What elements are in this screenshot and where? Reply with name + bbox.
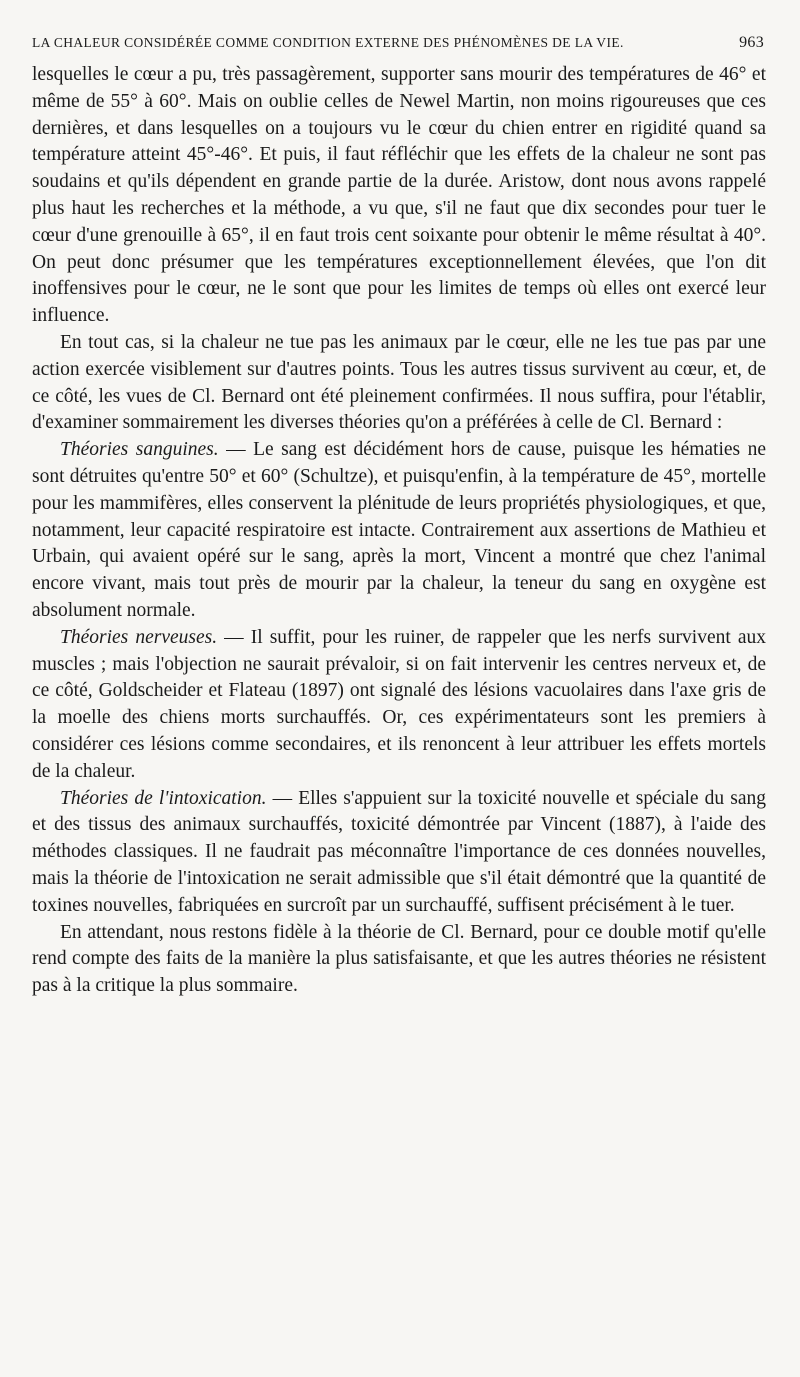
running-title: LA CHALEUR CONSIDÉRÉE COMME CONDITION EXTERNE DES PHÉNOMÈNES DE LA VIE. [32,35,624,50]
paragraph-conclusion [32,920,766,1000]
section-heading: Théories de l'intoxication. [60,787,267,809]
paragraph-text: — Le sang est décidément hors de cause, puisque les hématies ne sont détruites qu'entre 50° et 60° (Schultze), et puisqu'enfin, à la température de 45°, mortelle pour les mammifères, elles conservent la plénitude de leurs propriétés physiologiques, et que, notamment, leur capacité respiratoire est intacte. Contrairement aux assertions de Mathieu et Urbain, qui avaient opéré sur le sang, après la mort, Vincent a montré que chez l'animal encore vivant, mais tout près de mourir par la chaleur, la teneur du sang en oxygène est absolument normale. [32,439,767,621]
paragraph-text: — Elles s'appuient sur la toxicité nouvelle et spéciale du sang et des tissus des animaux surchauffés, toxicité démontrée par Vincent (1887), à l'aide des méthodes classiques. Il ne faudrait pas méconnaître l'importance de ces données nouvelles, mais la théorie de l'intoxication ne serait admissible que s'il était démontré que la quantité de toxines nouvelles, fabriquées en surcroît par un surchauffé, suffisent précisément à le tuer. [32,787,766,916]
paragraph-continuation [32,62,766,330]
paragraph-text: lesquelles le cœur a pu, très passagèrement, supporter sans mourir des températures de 46° et même de 55° à 60°. Mais on oublie celles de Newel Martin, non moins rigoureuses que ces dernières, et dans lesquelles on a toujours vu le cœur du chien entrer en rigidité quand sa température atteint 45°-46°. Et puis, il faut réfléchir que les effets de la chaleur ne sont pas soudains et qu'ils dépendent en grande partie de la durée. Aristow, dont nous avons rappelé plus haut les recherches et la méthode, a vu que, s'il ne faut que dix secondes pour tuer le cœur d'une grenouille à 65°, il en faut trois cent soixante pour obtenir le même résultat à 40°. On peut donc présumer que les températures exceptionnellement élevées, que l'on dit inoffensives pour le cœur, ne le sont que pour les limites de temps où elles ont exercé leur influence. [32,64,766,327]
paragraph-nerve-theories [32,625,766,786]
text-body [32,62,766,1000]
paragraph-text: En attendant, nous restons fidèle à la théorie de Cl. Bernard, pour ce double motif qu'elle rend compte des faits de la manière la plus satisfaisante, et que les autres théories ne résistent pas à la critique la plus sommaire. [32,921,766,997]
section-heading: Théories sanguines. [60,439,219,461]
section-heading: Théories nerveuses. [60,626,218,648]
paragraph-text: En tout cas, si la chaleur ne tue pas les animaux par le cœur, elle ne les tue pas par une action exercée visiblement sur d'autres points. Tous les autres tissus survivent au cœur, et, de ce côté, les vues de Cl. Bernard ont été pleinement confirmées. Il nous suffira, pour l'établir, d'examiner sommairement les diverses théories qu'on a préférées à celle de Cl. Bernard : [32,331,766,434]
paragraph-blood-theories [32,437,766,625]
paragraph-text: — Il suffit, pour les ruiner, de rappeler que les nerfs survivent aux muscles ; mais l'objection ne saurait prévaloir, si on fait intervenir les centres nerveux et, de ce côté, Goldscheider et Flateau (1897) ont signalé des lésions vacuolaires dans l'axe gris de la moelle des chiens morts surchauffés. Or, ces expérimentateurs sont les premiers à considérer ces lésions comme secondaires, et ils renoncent à leur attribuer les effets mortels de la chaleur. [32,626,766,782]
running-header [32,34,766,52]
paragraph-intoxication-theories [32,786,766,920]
page-number: 963 [739,34,764,51]
paragraph-all-cases [32,330,766,437]
